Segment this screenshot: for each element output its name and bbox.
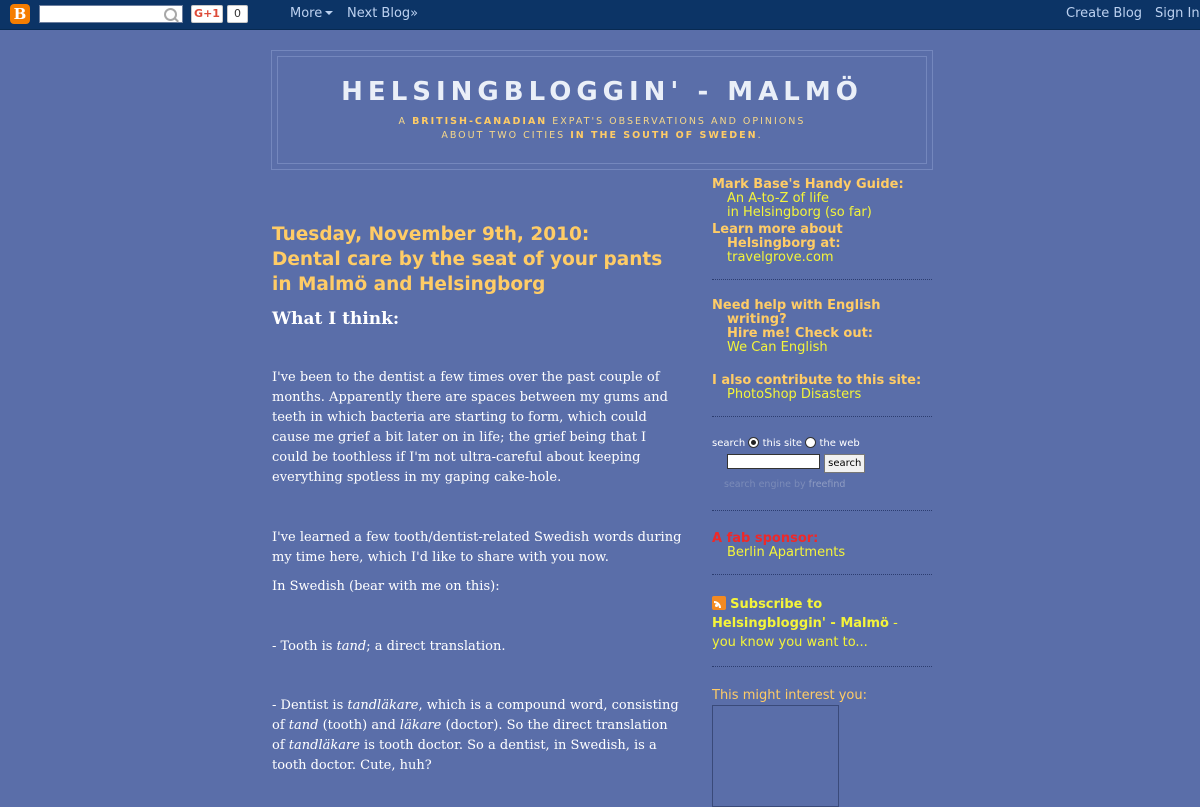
sidebar-divider	[712, 510, 932, 511]
the-web-label: the web	[819, 438, 860, 449]
post-date: Tuesday, November 9th, 2010:	[272, 224, 590, 245]
post-paragraph	[272, 637, 682, 657]
interest-widget-box[interactable]	[712, 705, 839, 807]
blogger-logo-icon[interactable]: B	[10, 4, 30, 24]
search-scope-row	[712, 437, 932, 451]
sidebar-search-input[interactable]	[727, 454, 820, 469]
engine-text: search engine by	[724, 479, 809, 490]
swedish-word: tand	[288, 718, 319, 733]
contrib-heading: I also contribute to this site:	[712, 373, 922, 388]
post-title-line-1: Dental care by the seat of your pants	[272, 249, 663, 270]
this-site-label: this site	[762, 438, 803, 449]
sidebar-search-button[interactable]: search	[824, 454, 865, 473]
search-icon[interactable]	[164, 8, 177, 21]
swedish-word: tandläkare	[288, 738, 360, 753]
chevron-down-icon	[325, 11, 333, 15]
navbar-search-box	[39, 5, 183, 23]
sidebar-help-section	[712, 299, 932, 402]
help-heading: Need help with English	[712, 298, 881, 313]
post-title[interactable]	[272, 222, 682, 297]
navbar-search-input[interactable]	[40, 6, 166, 22]
learn-heading-2: Helsingborg at:	[727, 236, 841, 251]
desc-bold: BRITISH-CANADIAN	[412, 116, 548, 127]
desc-text: .	[757, 130, 763, 141]
gplus-button[interactable]: G+1	[191, 5, 223, 23]
interest-heading: This might interest you:	[712, 688, 867, 703]
search-form	[712, 454, 932, 473]
sidebar	[712, 178, 932, 807]
sidebar-guide-section	[712, 178, 932, 265]
desc-text: ABOUT TWO CITIES	[441, 130, 571, 141]
swedish-word: tand	[336, 639, 367, 654]
this-site-radio[interactable]	[748, 437, 759, 448]
create-blog-link[interactable]: Create Blog	[1066, 6, 1143, 21]
blog-header	[271, 50, 933, 170]
learn-heading: Learn more about	[712, 222, 843, 237]
text-run: (tooth) and	[318, 718, 400, 733]
sponsor-heading: A fab sponsor:	[712, 531, 819, 546]
blog-description	[278, 115, 926, 143]
guide-heading: Mark Base's Handy Guide:	[712, 177, 904, 192]
subscribe-tagline: you know you want to...	[712, 635, 868, 650]
next-blog-link[interactable]: Next Blog»	[347, 6, 419, 21]
post-paragraph: In Swedish (bear with me on this):	[272, 579, 500, 594]
subscribe-link[interactable]: Subscribe to	[730, 597, 823, 612]
desc-bold: IN THE SOUTH OF SWEDEN	[570, 130, 758, 141]
main-column	[272, 222, 682, 776]
text-run: , which is a compound word, consisting of	[272, 698, 679, 733]
sidebar-divider	[712, 574, 932, 575]
help-heading-3: Hire me! Check out:	[727, 326, 873, 341]
text-run: (doctor). So the direct translation of	[272, 718, 668, 753]
guide-link-helsingborg[interactable]: in Helsingborg (so far)	[727, 205, 872, 220]
desc-text: A	[398, 116, 413, 127]
post-paragraph: I've been to the dentist a few times over the past couple of months. Apparently there are spaces between my gums and teeth in which bacteria are starting to form, which could cause me grief a bit later on in life; the grief being that I could be toothless if I'm not ultra-careful about keeping everything spotless in my gaping cake-hole.	[272, 370, 668, 485]
blog-description-line-2	[278, 129, 926, 143]
swedish-word: läkare	[399, 718, 442, 733]
the-web-radio[interactable]	[805, 437, 816, 448]
help-heading-2: writing?	[727, 312, 787, 327]
sidebar-divider	[712, 666, 932, 667]
post-paragraph	[272, 696, 682, 776]
gplus-count: 0	[227, 5, 248, 23]
subscribe-line-2	[712, 614, 932, 633]
sidebar-search-section	[712, 437, 932, 492]
swedish-word: tandläkare	[347, 698, 419, 713]
text-run: ; a direct translation.	[366, 639, 506, 654]
freefind-credit	[712, 478, 932, 492]
freefind-link[interactable]: freefind	[808, 479, 846, 490]
blog-title[interactable]: HELSINGBLOGGIN' - MALMÖ	[341, 77, 863, 107]
subscribe-blog-name[interactable]: Helsingbloggin' - Malmö	[712, 616, 889, 631]
photoshop-disasters-link[interactable]: PhotoShop Disasters	[727, 387, 862, 402]
sidebar-divider	[712, 279, 932, 280]
search-label: search	[712, 438, 746, 449]
post-subtitle: What I think:	[272, 309, 400, 329]
text-run: - Tooth is	[272, 639, 337, 654]
more-menu-button[interactable]	[290, 0, 333, 29]
we-can-english-link[interactable]: We Can English	[727, 340, 828, 355]
sidebar-sponsor-section	[712, 532, 932, 560]
desc-text: EXPAT'S OBSERVATIONS AND OPINIONS	[547, 116, 806, 127]
subscribe-dash: -	[889, 616, 898, 631]
text-run: - Dentist is	[272, 698, 348, 713]
blog-header-inner	[277, 56, 927, 164]
travelgrove-link[interactable]: travelgrove.com	[727, 250, 834, 265]
sidebar-divider	[712, 416, 932, 417]
guide-link-a-to-z[interactable]: An A-to-Z of life	[727, 191, 830, 206]
more-label: More	[290, 6, 323, 21]
subscribe-line-1[interactable]	[712, 595, 932, 614]
blog-description-line-1	[278, 115, 926, 129]
post-paragraph: I've learned a few tooth/dentist-related Swedish words during my time here, which I'd like to share with you now.	[272, 530, 682, 565]
sidebar-subscribe-section	[712, 595, 932, 652]
blogger-navbar	[0, 0, 1200, 30]
sign-in-link[interactable]: Sign In	[1155, 6, 1200, 21]
rss-feed-icon[interactable]	[712, 596, 726, 610]
post-title-line-2: in Malmö and Helsingborg	[272, 274, 546, 295]
post-body	[272, 368, 682, 776]
sidebar-interest-section	[712, 689, 932, 807]
berlin-apartments-link[interactable]: Berlin Apartments	[727, 545, 846, 560]
text-run: is tooth doctor. So a dentist, in Swedish, is a tooth doctor. Cute, huh?	[272, 738, 657, 773]
